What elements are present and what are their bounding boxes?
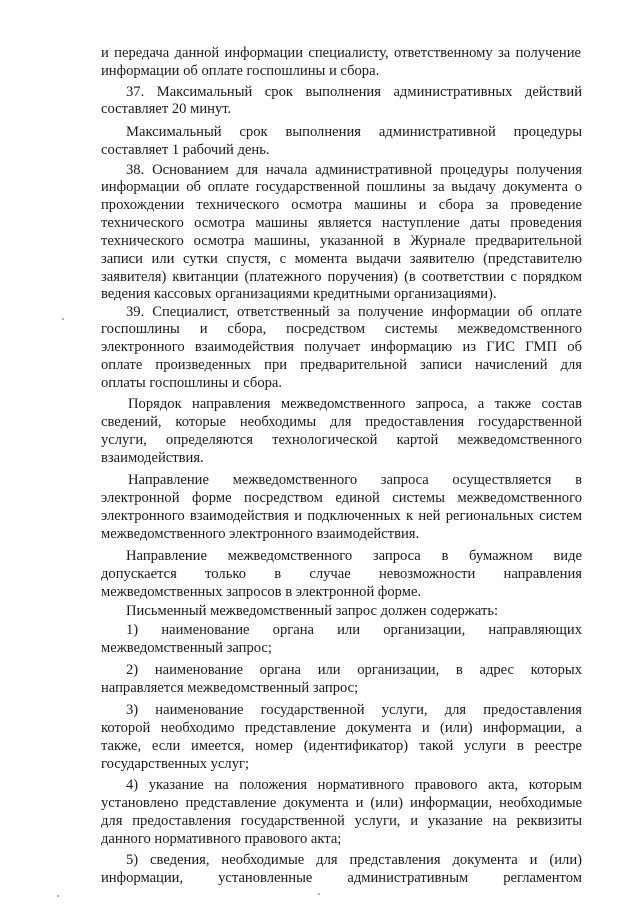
- text-line: 3) наименование государственной услуги, для предоставления: [126, 702, 582, 718]
- text-line: прохождении технического осмотра машины и сбора за проведение: [101, 197, 582, 213]
- text-line: сведений, которые необходимы для предоставления государственной: [101, 414, 582, 430]
- text-line: оплаты госпошлины и сбора.: [101, 375, 283, 391]
- text-line: электронного взаимодействия получает информацию из ГИС ГМП об: [101, 339, 582, 355]
- text-line: взаимодействия.: [101, 450, 204, 466]
- text-line: межведомственного электронного взаимодействия.: [101, 526, 420, 542]
- text-line: Направление межведомственного запроса осуществляется в: [128, 472, 582, 488]
- text-line: услуги, определяются технологической картой межведомственного: [101, 432, 582, 448]
- text-line: госпошлины и сбора, посредством системы межведомственного: [101, 321, 582, 337]
- text-line: 4) указание на положения нормативного правового акта, которым: [126, 777, 582, 793]
- text-line: Направление межведомственного запроса в бумажном виде: [126, 548, 582, 564]
- text-line: также, если имеется, номер (идентификатор) такой услуги в реестре: [101, 738, 582, 754]
- scan-speck: [62, 318, 64, 320]
- text-line: Письменный межведомственный запрос должен содержать:: [126, 603, 499, 619]
- text-line: записи или сутки спустя, с момента выдачи заявителю (представителю: [101, 251, 582, 267]
- text-line: которой необходимо представление документа и (или) информации, а: [101, 720, 582, 736]
- text-line: составляет 1 рабочий день.: [101, 142, 270, 158]
- text-line: данного нормативного правового акта;: [101, 831, 342, 847]
- text-line: составляет 20 минут.: [101, 101, 232, 117]
- text-line: Порядок направления межведомственного запроса, а также состав: [128, 396, 582, 412]
- text-line: 1) наименование органа или организации, направляющих: [126, 622, 582, 638]
- text-line: для предоставления государственной услуги, и указание на реквизиты: [101, 813, 582, 829]
- text-line: межведомственных запросов в электронной форме.: [101, 584, 422, 600]
- text-line: технического осмотра машины, указанной в Журнале предварительной: [101, 233, 582, 249]
- text-line: 37. Максимальный срок выполнения административных действий: [126, 84, 582, 100]
- text-line: и передача данной информации специалисту, ответственному за получение: [101, 45, 581, 61]
- text-line: электронной форме посредством единой системы межведомственного: [101, 490, 582, 506]
- scan-speck: [318, 893, 320, 895]
- text-line: информации об оплате госпошлины и сбора.: [101, 63, 380, 79]
- text-line: направляется межведомственный запрос;: [101, 680, 359, 696]
- text-line: информации об оплате государственной пошлины за выдачу документа о: [101, 179, 582, 195]
- text-line: электронного взаимодействия и подключенных к ней региональных систем: [101, 508, 582, 524]
- text-line: 2) наименование органа или организации, в адрес которых: [126, 662, 582, 678]
- text-line: 39. Специалист, ответственный за получение информации об оплате: [126, 304, 582, 320]
- text-line: 5) сведения, необходимые для представления документа и (или): [126, 852, 582, 868]
- scan-speck: [57, 895, 59, 897]
- text-line: технического осмотра машины является наступление даты проведения: [101, 215, 582, 231]
- text-line: государственных услуг;: [101, 756, 250, 772]
- text-line: допускается только в случае невозможности направления: [101, 566, 582, 582]
- text-line: информации, установленные административным регламентом: [101, 870, 582, 886]
- text-line: заявителя) квитанции (платежного поручения) (в соответствии с порядком: [101, 269, 582, 285]
- text-line: ведения кассовых организациями кредитными организациями).: [101, 286, 497, 302]
- text-line: Максимальный срок выполнения административной процедуры: [126, 124, 582, 140]
- text-line: межведомственный запрос;: [101, 640, 272, 656]
- text-line: оплате произведенных при предварительной записи начислений для: [101, 357, 582, 373]
- text-line: 38. Основанием для начала административной процедуры получения: [126, 162, 582, 178]
- text-line: установлено представление документа и (или) информации, необходимые: [101, 795, 582, 811]
